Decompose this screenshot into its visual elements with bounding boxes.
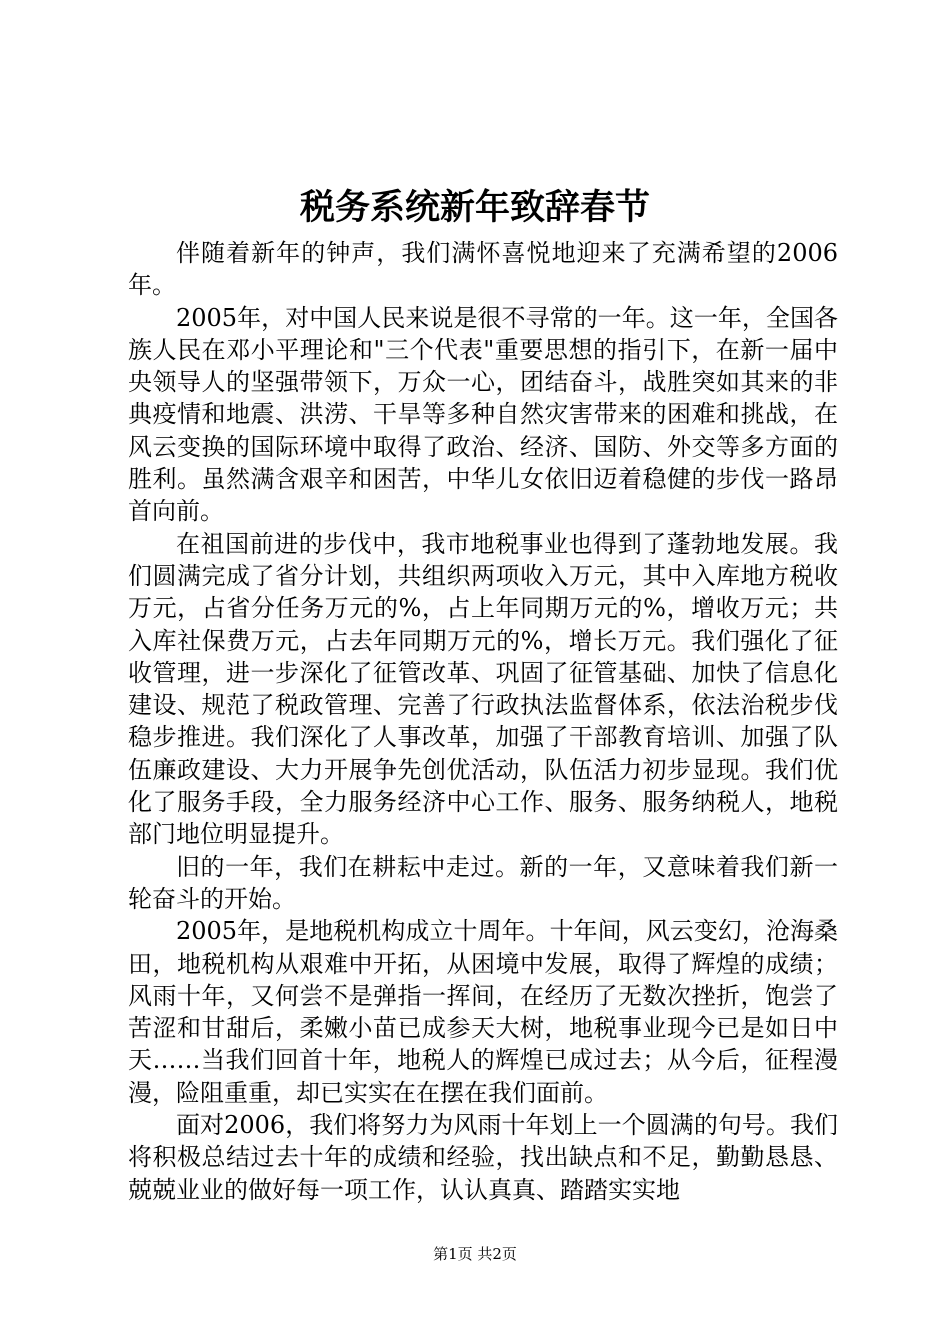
paragraph: 在祖国前进的步伐中，我市地税事业也得到了蓬勃地发展。我们圆满完成了省分计划，共组织两项收入万元，其中入库地方税收万元，占省分任务万元的%，占上年同期万元的%，增收万元；共入库社保费万元，占去年同期万元的%，增长万元。我们强化了征收管理，进一步深化了征管改革、巩固了征管基础、加快了信息化建设、规范了税政管理、完善了行政执法监督体系，依法治税步伐稳步推进。我们深化了人事改革，加强了干部教育培训、加强了队伍廉政建设、大力开展争先创优活动，队伍活力初步显现。我们优化了服务手段，全力服务经济中心工作、服务、服务纳税人，地税部门地位明显提升。 <box>128 529 838 849</box>
paragraph: 面对2006，我们将努力为风雨十年划上一个圆满的句号。我们将积极总结过去十年的成绩和经验，找出缺点和不足，勤勤恳恳、兢兢业业的做好每一项工作，认认真真、踏踏实实地 <box>128 1111 838 1204</box>
paragraph: 2005年，对中国人民来说是很不寻常的一年。这一年，全国各族人民在邓小平理论和"三个代表"重要思想的指引下，在新一届中央领导人的坚强带领下，万众一心，团结奋斗，战胜突如其来的非典疫情和地震、洪涝、干旱等多种自然灾害带来的困难和挑战，在风云变换的国际环境中取得了政治、经济、国防、外交等多方面的胜利。虽然满含艰辛和困苦，中华儿女依旧迈着稳健的步伐一路昂首向前。 <box>128 303 838 526</box>
paragraph: 旧的一年，我们在耕耘中走过。新的一年，又意味着我们新一轮奋斗的开始。 <box>128 852 838 913</box>
page-number-footer: 第1页 共2页 <box>433 1245 517 1263</box>
paragraph: 2005年，是地税机构成立十周年。十年间，风云变幻，沧海桑田，地税机构从艰难中开拓，从困境中发展，取得了辉煌的成绩；风雨十年，又何尝不是弹指一挥间，在经历了无数次挫折，饱尝了苦涩和甘甜后，柔嫩小苗已成参天大树，地税事业现今已是如日中天……当我们回首十年，地税人的辉煌已成过去；从今后，征程漫漫，险阻重重，却已实实在在摆在我们面前。 <box>128 917 838 1107</box>
document-title: 税务系统新年致辞春节 <box>299 187 650 228</box>
paragraph: 伴随着新年的钟声，我们满怀喜悦地迎来了充满希望的2006年。 <box>128 239 838 300</box>
document-body <box>128 237 838 1206</box>
